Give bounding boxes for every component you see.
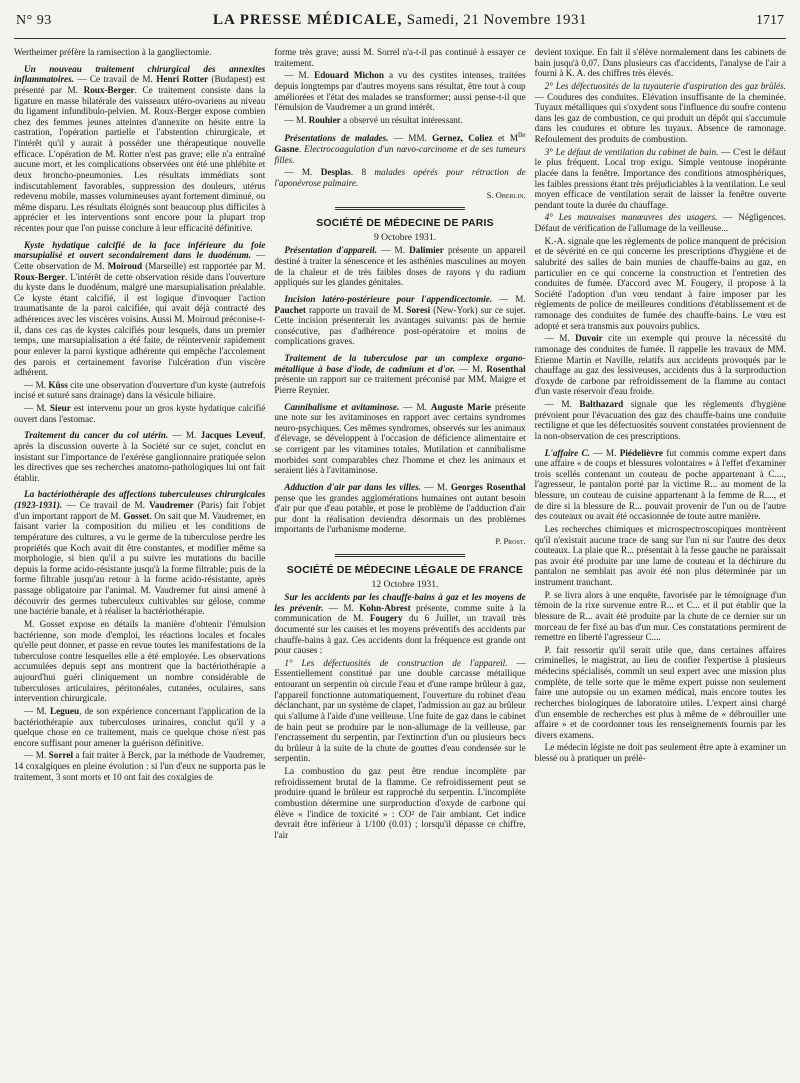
paragraph: K.-A. signale que les règlements de police manquent de précision et de sévérité en ce qui concerne les prescriptions d'hygiène et de salubrité des salles de bain munies de chauffe-bains au gaz, en particulier en ce qui concerne la construction et l'entretien des conduites de fumée. D'accord avec M. Fougery, il propose à la Société l'adoption d'un vœu tendant à faire imposer par les règlements de police de meilleures conditions d'établissement et de ramonage des conduites de fumée des chauffe-bains. Le vœu est adopté et sera transmis aux pouvoirs publics. (534, 235, 786, 331)
text: — Cette observation de M. (14, 250, 266, 271)
text: présente, comme suite à la communication de M. (274, 602, 526, 624)
paragraph: La combustion du gaz peut être rendue incomplète par refroidissement brutal de la flamme. Ce refroidissement peut se produire quand le brûleur est rapproché du serpentin. L'incomplète combustion détermine une surproduction d'oxyde de carbone qui élève « l'indice de toxicité » : CO² de l'air ambiant. Cet indice devrait être inférieur à 1/100 (0.01) ; lorsqu'il dépasse ce chiffre, l'air (274, 766, 526, 840)
author-name: Soresi (406, 304, 431, 315)
author-name: Fougery (369, 613, 403, 624)
text: cite un exemple qui prouve la nécessité du ramonage des conduites de fumée. Il rappelle les travaux de MM. Etienne Martin et Naville, relatifs aux accidents provoqués par le chauffage au gaz des lessiveuses, accidents dus à la surproduction d'oxyde de carbone par refroidissement de la flamme au contact d'un vaste réservoir d'eau froide. (534, 333, 786, 397)
paragraph (274, 167, 525, 188)
text: a fait traiter à Berck, par la méthode de Vaudremer, 14 coxalgiques en pleine évolution : si l'un d'eux ne supporta pas le traitement, 3 sont morts et 10 ont fait des coxalgies de (14, 750, 266, 782)
author-name: Vaudremer (149, 500, 194, 510)
text: Electrocoagulation d'un nævo-carcinome et de ses tumeurs filles. (274, 144, 526, 165)
author-name: Sorrel (48, 750, 73, 761)
author-name: Duvoir (575, 333, 603, 344)
text: — M. (544, 399, 580, 409)
text: — M. (399, 401, 431, 412)
paragraph (535, 212, 786, 233)
section-heading: SOCIÉTÉ DE MÉDECINE LÉGALE DE FRANCE (286, 564, 524, 576)
text: a vu des cystites intenses, traitées depuis longtemps par d'autres moyens sans résultat, être tout à coup améliorées et l'état des malades se transformer; aussi pense-t-il que l'émulsion de Vaudremer a un grand intérêt. (274, 70, 526, 113)
text: est intervenu pour un gros kyste hydatique calcifié ouvert dans l'estomac. (14, 403, 266, 424)
text: cite une observation d'ouverture d'un kyste (autrefois incisé et suturé sans drainage) dans la vésicule biliaire. (14, 379, 266, 401)
page-number: 1717 (756, 13, 784, 28)
author-name: Sieur (49, 403, 71, 413)
author-name: Edouard Michon (314, 70, 384, 81)
text: — M. (284, 70, 315, 81)
article-cancer (14, 430, 265, 483)
list-heading: 4° Les mauvaises manœuvres des usagers. (544, 212, 718, 223)
author-name: Kohn-Abrest (359, 602, 411, 613)
text: signale que les règlements d'hygiène prévoient pour l'évacuation des gaz des chauffe-bains une conduite rectiligne et que les défectuosités souvent constatées proviennent de la non-observation de ces prescriptions. (534, 399, 786, 441)
text: présente un rapport sur ce traitement préconisé par MM. Maigre et Pierre Reynier. (274, 374, 526, 395)
text: , de son expérience concernant l'application de la bactériothérapie aux tuberculoses urinaires, conclut qu'il y a quelque chose en ce traitement, mais ce quelque chose n'est pas encore suffisant pour amener la guérison définitive. (14, 705, 266, 748)
article-cannibalisme (274, 402, 525, 476)
text: a observé un résultat intéressant. (340, 114, 463, 125)
article-title: Sur les accidents par les chauffe-bains à gaz et les moyens de les prévenir. (274, 592, 526, 613)
column-3 (535, 47, 786, 1083)
text: présente un appareil destiné à traiter la sénescence et les asthénies masculines au moyen de la chaleur et de très faibles doses de rayons γ du radium appliqués sur les glandes génitales. (274, 245, 526, 288)
paragraph: Le médecin légiste ne doit pas seulement être apte à examiner un blessé ou à pratiquer un prélè- (534, 742, 786, 763)
author-name: Rosenthal (486, 363, 526, 374)
article-bacteriotherapie (14, 489, 265, 617)
paragraph: Les recherches chimiques et microspectroscopiques montrèrent qu'il n'existait aucune trace de sang sur l'un ni sur l'autre des deux couteaux. La plaie que R... présentait à la fesse gauche ne paraissait pas avoir été produite par une lame de couteau et la déchirure du pantalon ne semblait pas avoir été non plus déterminée par un instrument tranchant. (534, 523, 786, 587)
issue-date: Samedi, 21 Novembre 1931 (406, 12, 588, 28)
text: — M. (455, 363, 487, 374)
section-date: 12 Octobre 1931. (371, 578, 439, 590)
author-name: Auguste Marie (430, 401, 492, 412)
text: (Budapest) est présenté par M. (14, 74, 266, 95)
text: . (298, 144, 305, 155)
text: — Négligences. Défaut de vérification de l'allumage de la veilleuse... (534, 212, 786, 233)
author-name: Georges Rosenthal (450, 481, 526, 492)
paragraph: P. fait ressortir qu'il serait utile que, dans certaines affaires criminelles, le magistrat, au lieu de confier l'expertise à plusieurs médecins spécialisés, commît un seul expert avec une mission plus complète, de telle sorte que le même expert puisse non seulement faire une autopsie ou un examen médical, mais encore toutes les recherches biologiques de laboratoire utiles. L'expert ainsi chargé d'un ensemble de recherches est plus à même de « débrouiller une affaire » et de coordonner tous les renseignements fournis par les divers examens. (534, 644, 786, 740)
article-title: Traitement de la tuberculose par un complexe organo-métallique à base d'iode, de cadmium et d'or. (274, 353, 526, 374)
article-title: L'affaire C. (544, 447, 590, 458)
paragraph (274, 70, 525, 113)
text: — M. (420, 481, 451, 492)
author-name: Balthazard (579, 399, 624, 409)
list-heading: 1° Les défectuosités de construction de l'appareil. (284, 657, 508, 668)
text: — MM. (388, 133, 433, 144)
text: — Coudures des conduites. Elévation insuffisante de la cheminée. Tuyaux métalliques qui s'oxydent sous l'influence du soufre contenu dans les gaz de combustion, ce qui produit un dépôt qui s'accumule dans les coudures et obture les tuyaux. Absence de ramonage. Refoulement des produits de combustion. (534, 91, 786, 144)
text: — M. (24, 403, 50, 413)
paragraph: devient toxique. En fait il s'élève normalement dans les cabinets de bain jusqu'à 0,07. Dans plusieurs cas d'accidents, l'analyse de l'air a fourni à K. A. des chiffres très élevés. (534, 47, 786, 79)
author-name: Gasne (274, 144, 299, 155)
text: — M. (24, 705, 50, 716)
text: — M. (24, 379, 49, 390)
list-heading: 2° Les défectuosités de la tuyauterie d'aspiration des gaz brûlés. (544, 80, 786, 91)
author-name: Jacques Leveuf (200, 430, 264, 441)
text: et M (492, 133, 518, 144)
article-adduction (274, 482, 525, 535)
text: . On sait que M. Vaudremer, en faisant varier la composition du milieu et les conditions de température des cultures, a vu le germe de la tuberculose perdre les propriétés que Koch avait dit être constantes, et modifier même sa morphologie, si bien qu'il a pu suivre les mutations du bacille depuis la forme acido-résistante jusqu'à la forme filtrable; puis de la forme filtrable jusqu'au retour à la forme acido-résistante, après passage obligatoire par l'animal. M. Vaudremer fut ainsi amené à découvrir des germes tuberculeux cultivables sur gélose, comme une bactérie banale, et à réaliser la bactériothérapie. (14, 510, 266, 617)
text: — M. (544, 333, 576, 344)
text: . L'intérêt de cette observation réside dans l'ouverture du kyste dans le duodénum, malgré une marsupialisation préalable. Ce kyste étant calcifié, il est logique d'invoquer l'action traumatisante de la paroi calcifiée, qui avait déjà contracté des adhérences avec les viscères voisins. Aussi M. Moiroud préconise-t-il, dans ces cas de kystes calcifiés pour lesquels, dans un premier temps, une marsupialisation a été faite, de réintervenir rapidement pour enlever la paroi kystique adhérente qui empêche l'accolement des parois et certainement favorise l'ulcération d'un viscère adhérent. (14, 271, 266, 378)
article-title: Adduction d'air par dans les villes. (284, 481, 421, 492)
text: — M. (589, 447, 620, 458)
text: — M. (492, 293, 526, 304)
article-columns (14, 47, 786, 1083)
article-appareil (274, 245, 525, 288)
text: malades opérés pour rétraction de l'aponévrose palmaire. (274, 167, 526, 188)
text: — M. (284, 167, 321, 178)
page-header (14, 12, 786, 39)
list-heading: 3° Le défaut de ventilation du cabinet de bain. (544, 146, 719, 157)
paragraph (535, 81, 786, 145)
text: , après la discussion ouverte à la Société sur ce sujet, conclut en insistant sur l'importance de l'exérèse ganglionnaire pratiquée selon les directives que ses recherches anatomo-pathologiques lui ont fait établir. (14, 430, 266, 483)
author-name: Küss (48, 379, 68, 390)
text: lle (518, 130, 526, 140)
paragraph (535, 333, 786, 397)
author-name: Gernez, Coliez (432, 133, 493, 144)
text: — M. (284, 114, 309, 125)
paragraph (14, 706, 265, 749)
author-name: Dalimier (409, 245, 444, 256)
article-title: La bactériothérapie des affections tuberculeuses chirurgicales (1923-1931). (14, 489, 266, 510)
paragraph (535, 399, 786, 442)
text: . 8 (350, 167, 375, 178)
text: . Ce traitement consiste dans la ligature en masse bilatérale des vaisseaux utéro-ovariens au niveau du ligament infundibulo-pelvien. M. Roux-Berger expose combien chez des femmes jeunes atteintes d'annexite on hésite entre la castration, l'opération partielle et l'abstention chirurgicale, et l'intérêt qu'il y aurait à posséder une thérapeutique nouvelle efficace. L'opération de M. Rotter n'est pas grave; elle n'a entraîné aucune mort, et les complications observées ont été une phlébite et deux broncho-pneumonies. Les résultats immédiats sont indiscutablement favorables, suppression des douleurs, utérus redevenu mobile, masses volumineuses ayant fortement diminué, ou même disparu. Les résultats éloignés sont beaucoup plus difficiles à apprécier et les interventions sont encore pour la plupart trop récentes pour que l'on puisse conclure à leur efficacité définitive. (14, 84, 266, 233)
article-title: Un nouveau traitement chirurgical des annexites inflammatoires. (14, 63, 266, 85)
paragraph (274, 658, 525, 764)
author-name: Piédelièvre (619, 447, 663, 458)
text: — Ce travail de M. (73, 74, 157, 85)
divider (335, 554, 465, 557)
article-title: Kyste hydatique calcifié de la face inférieure du foie marsupialisé et ouvert secondairement dans le duodénum. (14, 239, 266, 261)
text: présente une note sur les avitaminoses en rapport avec certains syndromes neuro-psychiques. Ces mêmes syndromes, observés sur les animaux d'élevage, se développent à l'occasion de déficience alimentaire et se corrigent par les vitamines totales. Mutilation et cannibalisme morbides sont comparables chez l'homme et chez les animaux et seraient liés à l'avitaminose. (274, 401, 526, 476)
author-name: Roux-Berger (14, 271, 66, 282)
author-name: Legueu (49, 705, 80, 716)
paragraph (14, 403, 265, 424)
text: — C'est le défaut le plus fréquent. Local trop exigu. Simple ventouse inopérante placée dans la fenêtre. Importance des conditions atmosphériques, les faibles pressions étant très préjudiciables à la ventilation. Le seul moyen efficace de ventilation serait de laisser la fenêtre ouverte pendant toute la durée du chauffage. (534, 146, 786, 210)
text: du 6 Juillet, un travail très documenté sur les causes et les moyens préventifs des accidents par chauffe-bains à gaz. Ces accidents dont la fréquence est grande ont pour causes : (274, 613, 526, 656)
author-name: Desplas (320, 167, 351, 178)
article-title: Cannibalisme et avitaminose. (284, 401, 400, 412)
column-2 (274, 47, 525, 1083)
text: fut commis comme expert dans une affaire « de coups et blessures volontaires » à l'effet d'examiner trois scellés contenant un couteau de poche appartenant à C...., l'agresseur, le pantalon porté par la victime R... au moment de la blessure, un couteau de cuisine appartenant à la femme de R...., et de dire si la blessure de R... pouvait provenir de l'un ou de l'autre des couteaux ou avait été occasionnée de toute autre manière. (534, 447, 786, 522)
paragraph: M. Gosset expose en détails la manière d'obtenir l'émulsion bactérienne, son mode d'emploi, les réactions locales et focales qu'elle peut donner, et passe en revue toutes les manifestations de la tuberculose contre lesquelles elle a été employée. Les observations accumulées depuis sept ans montrent que la bactériothérapie a aujourd'hui guéri cliniquement un nombre considérable de tuberculoses articulaires, péritonéales, cutanées, oculaires, sans intervention chirurgicale. (14, 618, 266, 704)
article-appendicectomie (274, 294, 525, 347)
masthead (86, 12, 714, 29)
journal-title: LA PRESSE MÉDICALE, (212, 12, 403, 28)
paragraph: Wertheimer préfère la ramisection à la gangliectomie. (14, 47, 212, 57)
paragraph: P. se livra alors à une enquête, favorisée par le témoignage d'un témoin de la rixe survenue entre R... et C... et il put établir que la blessure de R... avait été produite par la chute de ce dernier sur un morceau de fer fixé au bas d'un mur. Ces constatations permirent de remettre en liberté l'agresseur C.... (534, 589, 786, 643)
text: — M. (24, 750, 49, 761)
author-name: Moiroud (107, 260, 143, 271)
paragraph (14, 750, 265, 782)
paragraph: forme très grave; aussi M. Sorrel n'a-t-il pas continué à essayer ce traitement. (274, 47, 526, 68)
text: pense que les grandes agglomérations humaines ont autant besoin d'air pur que d'eau potable, et pose le problème de l'adduction d'air pur dont la réalisation deviendra désormais un des problèmes importants de l'urbanisme moderne. (274, 492, 526, 535)
paragraph (14, 380, 265, 401)
text: — M. (168, 430, 201, 441)
issue-number: N° 93 (16, 13, 52, 28)
text: — Essentiellement constitué par une double carcasse métallique entourant un serpentin où circule l'eau et d'une rampe brûleur à gaz, l'appareil fonctionne automatiquement, l'ouverture du robinet d'eau déclanchant, par un système de clapet, l'admission au gaz au brûleur qui s'allume à l'aide d'une veilleuse. Une fuite de gaz dans le cabinet de bain peut se produire par le non-allumage de la veilleuse, par l'encrassement du serpentin, par l'extinction d'un ou plusieurs becs du brûleur à la suite de la chute de gouttes d'eau condensée sur le serpentin. (274, 657, 526, 764)
article-title: Traitement du cancer du col utérin. (24, 430, 169, 441)
text: — M. (377, 245, 410, 256)
signature: P. Prost. (495, 536, 526, 547)
section-heading: SOCIÉTÉ DE MÉDECINE DE PARIS (316, 218, 494, 230)
section-date: 9 Octobre 1931. (373, 232, 437, 244)
author-name: Henri Rotter (156, 74, 209, 85)
article-title: Présentation d'appareil. (284, 245, 378, 256)
article-kyste (14, 240, 265, 378)
text: rapporte un travail de M. (305, 304, 407, 315)
paragraph (274, 115, 525, 126)
author-name: Gosset (123, 510, 150, 521)
text: (Paris) fait l'objet d'un important rapport de M. (14, 500, 266, 521)
article-affaire-c (535, 448, 786, 522)
author-name: Roux-Berger (83, 84, 135, 95)
article-title: Incision latéro-postérieure pour l'appendicectomie. (284, 293, 493, 304)
text: (Marseille) est rapportée par M. (142, 260, 266, 271)
article-presentations (274, 131, 525, 165)
column-1 (14, 47, 265, 1083)
divider (335, 207, 465, 210)
article-annexites (14, 64, 265, 234)
signature: S. Oberlin. (486, 189, 526, 200)
article-tuberculose (274, 353, 525, 396)
article-title: Présentations de malades. (284, 133, 389, 144)
paragraph (535, 147, 786, 211)
text: (New-York) sur ce sujet. Cette incision présenterait les avantages suivants: pas de hernie consécutive, pas d'adhérence post-opératoire et moins de complications graves. (274, 304, 526, 347)
text: — Ce travail de M. (62, 500, 150, 510)
article-chauffe-bains (274, 592, 525, 656)
text: — M. (323, 602, 360, 613)
author-name: Pauchet (274, 304, 306, 315)
author-name: Rouhier (308, 114, 341, 125)
